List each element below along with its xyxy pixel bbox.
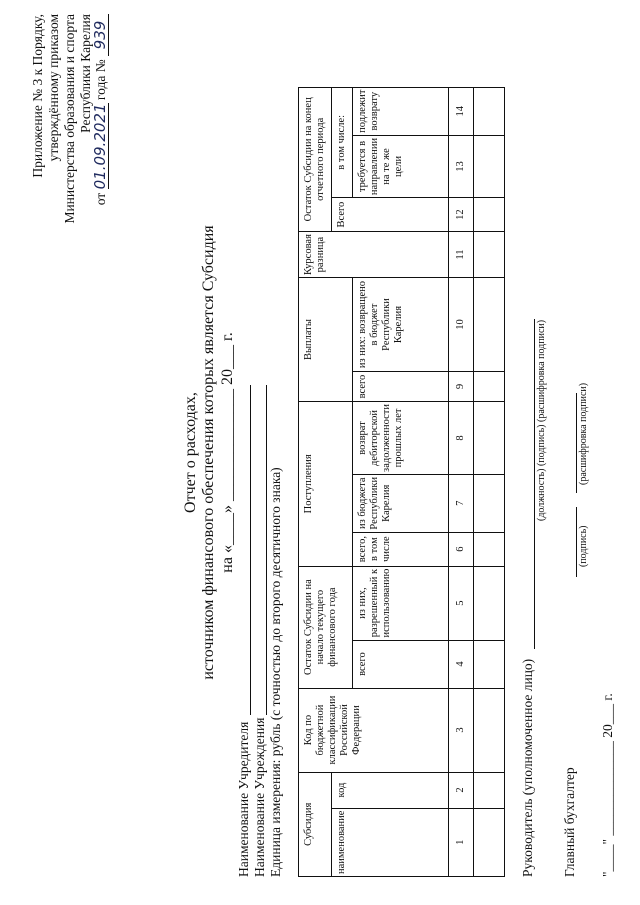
accountant-label: Главный бухгалтер xyxy=(562,767,577,877)
header-pay-total: всего xyxy=(353,372,449,402)
founder-label: Наименование Учредителя xyxy=(236,721,251,877)
empty-cell xyxy=(474,474,505,532)
header-payments: Выплаты xyxy=(299,278,353,402)
unit-label: Единица измерения: рубль (с точностью до второго десятичного знака) xyxy=(268,467,283,877)
empty-cell xyxy=(474,566,505,640)
header-balance-start: Остаток Субсидии на начало текущего финансового года xyxy=(299,566,353,688)
report-title-line-2: источником финансового обеспечения которых является Субсидия xyxy=(200,225,217,680)
head-signature-line xyxy=(534,319,535,649)
header-return-debt: возврат дебиторской задолженности прошлых лет xyxy=(353,402,449,475)
accountant-sign-line xyxy=(576,507,577,577)
accountant-name-line xyxy=(576,393,577,493)
empty-cell xyxy=(474,808,505,876)
table-row xyxy=(474,87,505,876)
accountant-caption-sign: (подпись) xyxy=(578,525,589,567)
empty-cell xyxy=(474,532,505,566)
col-number: 10 xyxy=(449,278,474,372)
col-number: 13 xyxy=(449,135,474,197)
empty-cell xyxy=(474,372,505,402)
handwritten-number: 939 xyxy=(93,14,109,56)
appendix-line-1: Приложение № 3 к Порядку, xyxy=(30,14,45,178)
report-table xyxy=(298,87,505,877)
empty-cell xyxy=(474,688,505,772)
head-label: Руководитель (уполномоченное лицо) xyxy=(520,658,535,877)
header-to-return: подлежит возврату xyxy=(353,87,449,135)
empty-cell xyxy=(474,87,505,135)
col-number: 14 xyxy=(449,87,474,135)
col-number: 6 xyxy=(449,532,474,566)
appendix-line-3: Министерства образования и спорта xyxy=(62,14,77,224)
header-incl: в том числе: xyxy=(332,87,353,198)
date-prefix: от xyxy=(93,192,108,206)
empty-cell xyxy=(474,198,505,232)
appendix-line-2: утверждённому приказом xyxy=(46,14,61,162)
institution-label: Наименование Учреждения xyxy=(252,717,267,877)
empty-cell xyxy=(474,278,505,372)
col-number: 8 xyxy=(449,402,474,475)
col-number: 9 xyxy=(449,372,474,402)
col-number: 5 xyxy=(449,566,474,640)
col-number: 4 xyxy=(449,640,474,688)
empty-cell xyxy=(474,402,505,475)
col-number: 2 xyxy=(449,772,474,808)
appendix-date-line xyxy=(93,14,109,205)
col-number: 7 xyxy=(449,474,474,532)
header-returned: из них: возвращено в бюджет Республики Карелия xyxy=(353,278,449,372)
report-title-line-1: Отчет о расходах, xyxy=(182,392,199,513)
founder-line xyxy=(250,385,251,715)
header-subsidy: Субсидия xyxy=(299,772,332,876)
header-code: код xyxy=(332,772,449,808)
empty-cell xyxy=(474,640,505,688)
header-name: наименование xyxy=(332,808,449,876)
header-budget-code: Код по бюджетной классификации Российской Федерации xyxy=(299,688,449,772)
col-number: 12 xyxy=(449,198,474,232)
header-allowed: из них, разрешенный к использованию xyxy=(353,566,449,640)
empty-cell xyxy=(474,232,505,278)
header-required: требуется в направлении на те же цели xyxy=(353,135,449,197)
header-rate-diff: Курсовая разница xyxy=(299,232,449,278)
head-caption: (должность) (подпись) (расшифровка подписи) xyxy=(536,319,547,521)
header-start-total: всего xyxy=(353,640,449,688)
empty-cell xyxy=(474,135,505,197)
footer-date-line: "____" ______________ 20___ г. xyxy=(600,693,615,877)
empty-cell xyxy=(474,772,505,808)
report-date-line: на «____» ______________ 20___ г. xyxy=(219,332,236,573)
col-number: 11 xyxy=(449,232,474,278)
accountant-caption-name: (расшифровка подписи) xyxy=(578,382,589,485)
institution-line xyxy=(266,385,267,715)
header-receipts-total: всего, в том числе xyxy=(353,532,449,566)
number-prefix: года № xyxy=(93,59,108,101)
header-from-budget: из бюджета Республики Карелия xyxy=(353,474,449,532)
appendix-line-4: Республики Карелия xyxy=(78,14,93,133)
header-balance-end: Остаток Субсидии на конец отчетного периода xyxy=(299,87,332,232)
col-number: 3 xyxy=(449,688,474,772)
header-receipts: Поступления xyxy=(299,402,353,567)
col-number: 1 xyxy=(449,808,474,876)
header-end-total: Всего xyxy=(332,198,449,232)
handwritten-date: 01.09.2021 xyxy=(91,103,109,190)
